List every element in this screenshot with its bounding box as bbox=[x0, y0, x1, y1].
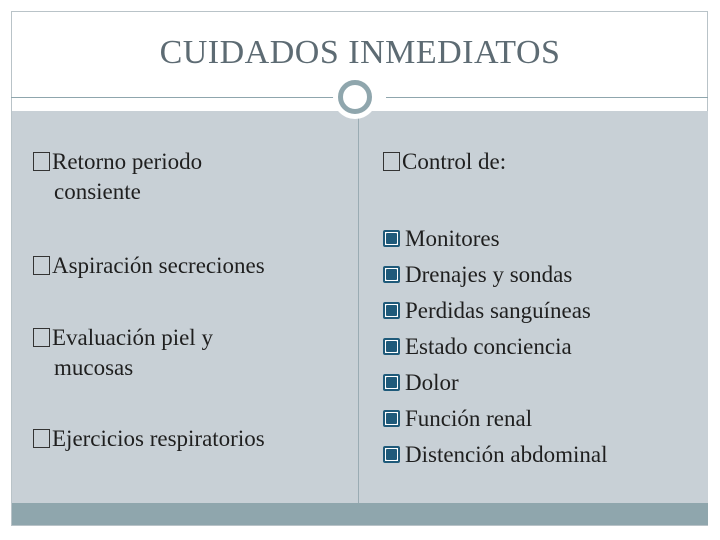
square-bullet-icon bbox=[383, 374, 400, 391]
slide-title: CUIDADOS INMEDIATOS bbox=[159, 34, 561, 71]
square-bullet-icon bbox=[383, 338, 400, 355]
left-item-text: Retorno periodo bbox=[52, 149, 203, 174]
box-bullet-icon bbox=[383, 152, 400, 171]
ring-icon bbox=[338, 80, 372, 114]
list-item bbox=[383, 329, 608, 365]
right-heading-text: Control de: bbox=[402, 149, 507, 174]
left-item bbox=[33, 251, 265, 281]
box-bullet-icon bbox=[33, 328, 50, 347]
left-item bbox=[33, 323, 213, 383]
list-item-text: Drenajes y sondas bbox=[405, 262, 573, 287]
list-item-text: Perdidas sanguíneas bbox=[405, 298, 591, 323]
list-item-text: Función renal bbox=[405, 406, 533, 431]
square-bullet-icon bbox=[383, 302, 400, 319]
box-bullet-icon bbox=[33, 152, 50, 171]
list-item bbox=[383, 221, 608, 257]
bottom-bar bbox=[12, 503, 708, 525]
list-item-text: Estado conciencia bbox=[405, 334, 572, 359]
box-bullet-icon bbox=[33, 256, 50, 275]
left-item-text: Aspiración secreciones bbox=[52, 253, 265, 278]
control-list bbox=[383, 221, 608, 473]
left-item bbox=[33, 424, 265, 454]
list-item bbox=[383, 257, 608, 293]
list-item bbox=[383, 293, 608, 329]
list-item bbox=[383, 437, 608, 473]
square-bullet-icon bbox=[383, 230, 400, 247]
right-heading bbox=[383, 147, 506, 177]
left-item-text: Ejercicios respiratorios bbox=[52, 426, 265, 451]
box-bullet-icon bbox=[33, 429, 50, 448]
left-item-text-cont: consiente bbox=[54, 179, 141, 204]
list-item bbox=[383, 401, 608, 437]
left-item bbox=[33, 147, 202, 207]
list-item bbox=[383, 365, 608, 401]
square-bullet-icon bbox=[383, 266, 400, 283]
title-rule-left bbox=[11, 97, 336, 98]
left-item-text: Evaluación piel y bbox=[52, 325, 213, 350]
left-item-text-cont: mucosas bbox=[54, 355, 134, 380]
title-rule-right bbox=[386, 97, 708, 98]
list-item-text: Dolor bbox=[405, 370, 459, 395]
square-bullet-icon bbox=[383, 446, 400, 463]
list-item-text: Monitores bbox=[405, 226, 500, 251]
column-divider bbox=[358, 111, 359, 503]
square-bullet-icon bbox=[383, 410, 400, 427]
list-item-text: Distención abdominal bbox=[405, 442, 608, 467]
